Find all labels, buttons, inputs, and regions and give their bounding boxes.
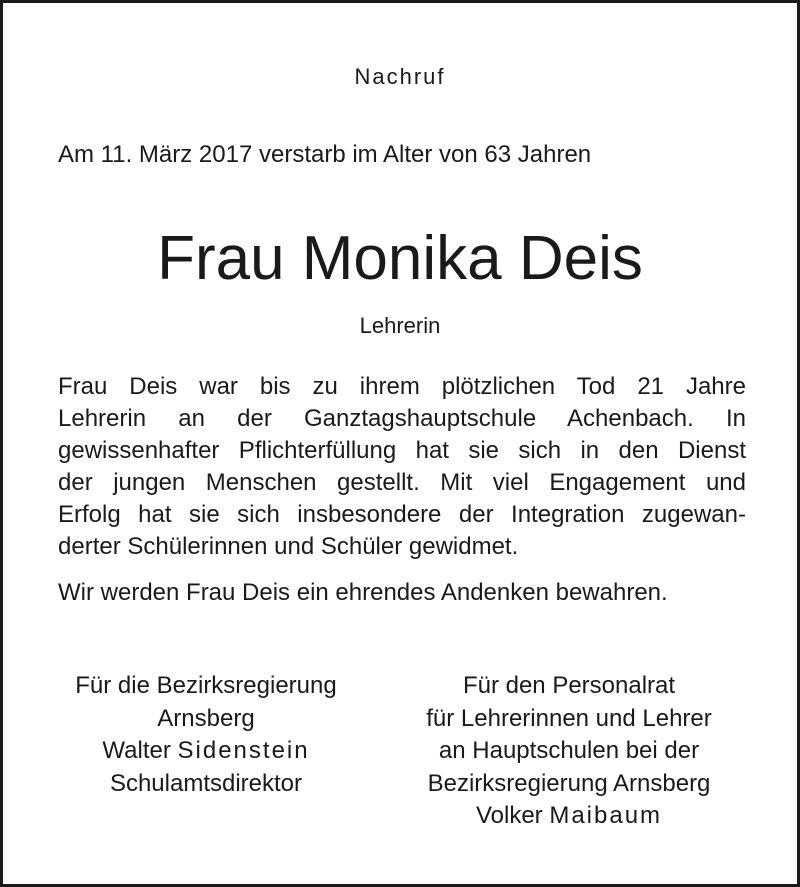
signature-org: Für die Bezirksregierung [75, 672, 337, 699]
deceased-name: Frau Monika Deis [157, 224, 643, 293]
closing-sentence: Wir werden Frau Deis ein ehrendes Andenken bewahren. [58, 579, 668, 606]
signatory-first-name: Walter [102, 737, 171, 764]
signature-block-left [58, 670, 354, 800]
notice-heading: Nachruf [354, 64, 446, 89]
body-line: der jungen Menschen gestellt. Mit viel Engagement und [58, 469, 746, 496]
body-line: Lehrerin an der Ganztagshauptschule Achenbach. In [58, 405, 746, 432]
signature-org-location: Arnsberg [157, 704, 255, 732]
signatory-last-name: Maibaum [549, 802, 663, 829]
signatory-title: Schulamtsdirektor [109, 769, 303, 797]
signatory-name [404, 800, 734, 833]
body-paragraph [58, 371, 746, 563]
signatory-last-name: Sidenstein [177, 737, 310, 764]
signature-org: Für den Personalrat [462, 672, 676, 699]
signature-org-detail: für Lehrerinnen und Lehrer [426, 704, 712, 732]
signature-org-detail: an Hauptschulen bei der [438, 737, 700, 764]
body-line: Erfolg hat sie sich insbesondere der Integration zugewan- [58, 501, 746, 528]
deceased-role: Lehrerin [359, 313, 441, 338]
body-line: Frau Deis war bis zu ihrem plötzlichen Tod 21 Jahre [58, 373, 746, 400]
body-line: gewissenhafter Pflichterfüllung hat sie sich in den Dienst [58, 437, 746, 464]
intro-text: Am 11. März 2017 verstarb im Alter von 63 Jahren [58, 141, 592, 168]
signature-block-right [404, 670, 734, 833]
body-line: derter Schülerinnen und Schüler gewidmet. [58, 533, 519, 560]
signatory-name [58, 735, 354, 768]
signatory-first-name: Volker [475, 802, 543, 829]
signature-org-detail: Bezirksregierung Arnsberg [427, 769, 711, 797]
